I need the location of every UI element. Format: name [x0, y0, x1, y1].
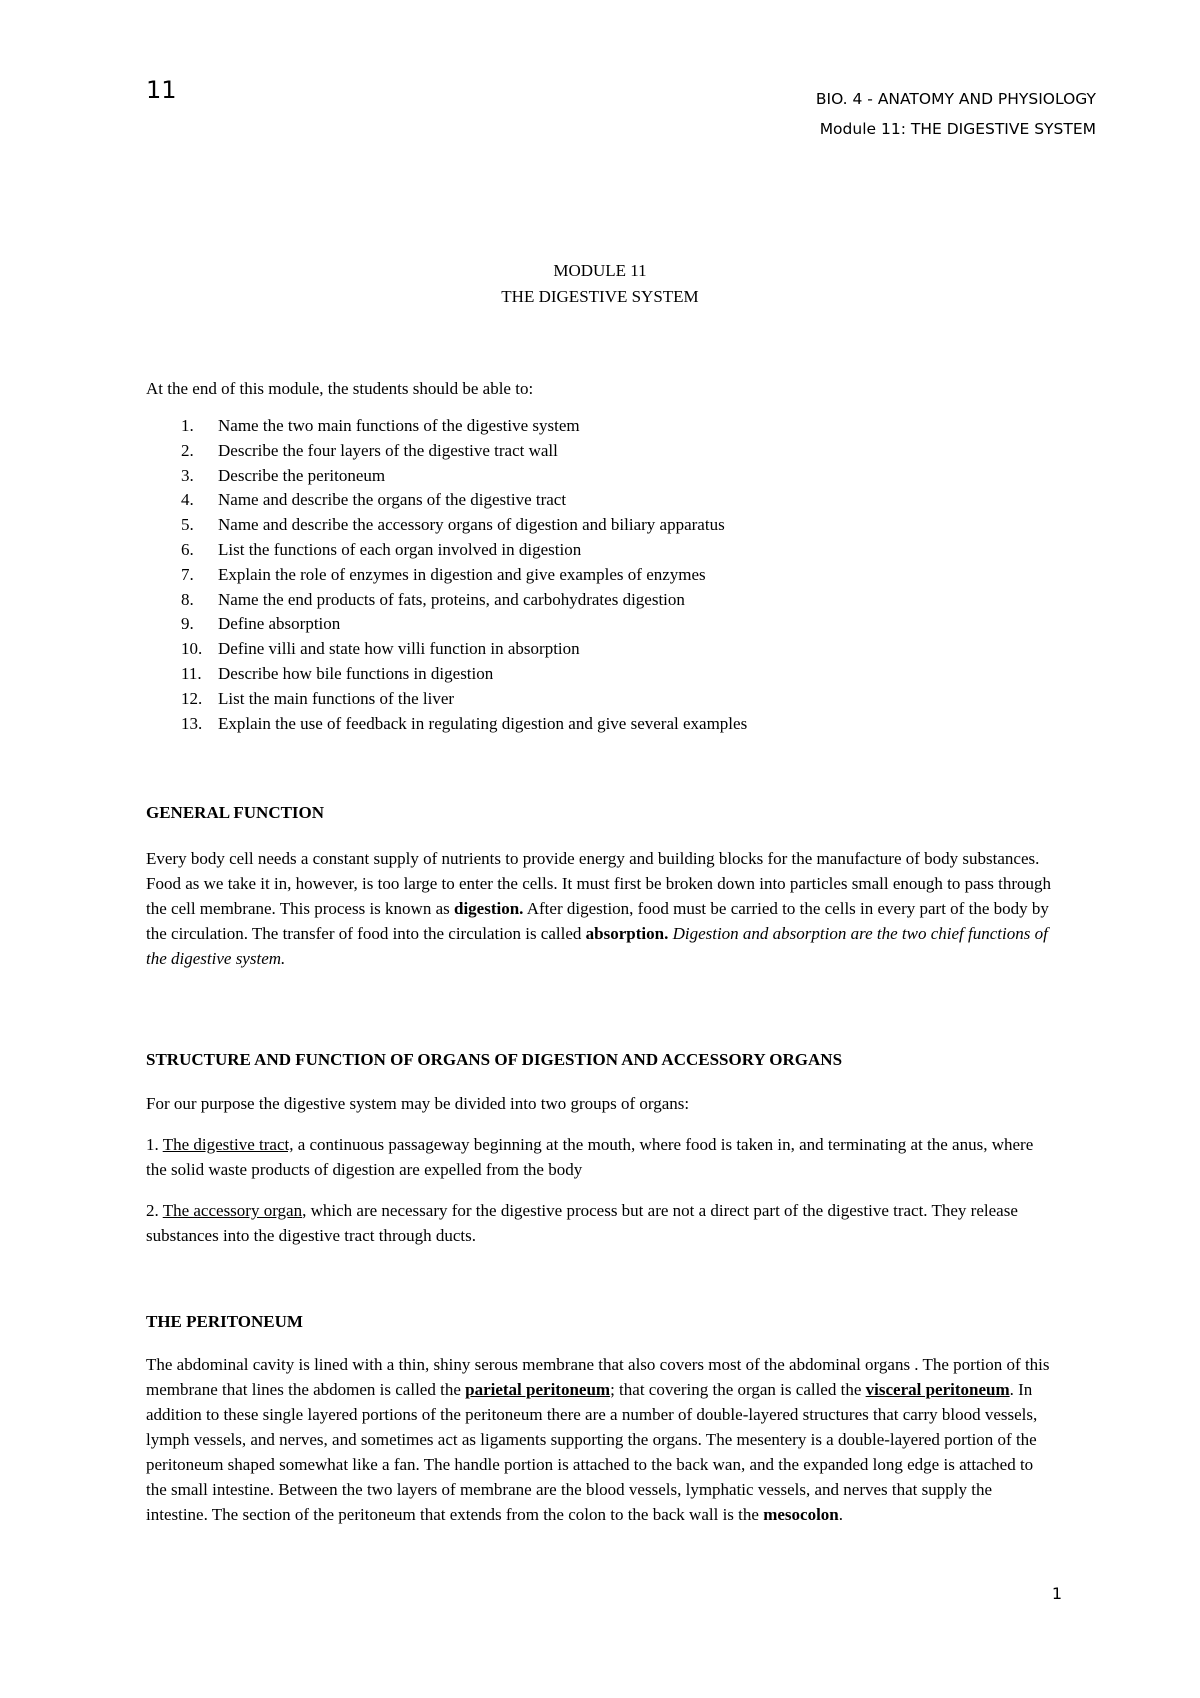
list-item [146, 637, 747, 662]
objectives-list [146, 414, 747, 736]
list-number: 2. [181, 440, 194, 460]
header-page-label: 11 [146, 76, 177, 104]
running-header [816, 84, 1096, 144]
list-text: List the main functions of the liver [218, 688, 455, 708]
list-number: 11. [181, 663, 202, 683]
list-number: 13. [181, 713, 203, 733]
list-item [146, 662, 747, 687]
list-item [146, 563, 747, 588]
list-text: Name and describe the organs of the digestive tract [218, 490, 567, 510]
list-item [146, 464, 747, 489]
term-parietal-peritoneum: parietal peritoneum [465, 1380, 611, 1399]
list-number: 4. [181, 490, 194, 510]
term-mesocolon: mesocolon [763, 1505, 839, 1524]
list-text: Explain the use of feedback in regulating digestion and give several examples [218, 713, 748, 733]
list-text: Describe the peritoneum [218, 465, 386, 485]
page-number: 1 [1051, 1584, 1062, 1603]
list-number: 8. [181, 589, 194, 609]
list-item [146, 712, 747, 737]
list-number: 1. [181, 416, 194, 435]
paragraph-text: Every body cell needs a constant supply of nutrients to provide energy and building blocks for the manufacture of body substances. Food as we take it in, however, is too large to enter the cells. It must first be broken down into particles small enough to pass through the cell membrane. This process is known as [146, 849, 1052, 918]
list-text: Describe the four layers of the digestive tract wall [218, 440, 558, 460]
document-title [0, 258, 1200, 310]
list-text: Define villi and state how villi function in absorption [218, 639, 580, 659]
paragraph-text: The abdominal cavity is lined with a thin, shiny serous membrane that also covers most of the abdominal organs . The portion of this membrane that lines the abdomen is called the [146, 1355, 1050, 1399]
list-number: 9. [181, 614, 194, 634]
term-digestion: digestion. [453, 899, 524, 918]
term-digestive-tract: The digestive tract, [162, 1135, 294, 1154]
list-text: Explain the role of enzymes in digestion and give examples of enzymes [218, 564, 706, 584]
list-number: 5. [181, 515, 194, 535]
emphasis-text: Digestion and absorption are the two chief functions of the digestive system. [146, 924, 1048, 968]
list-number: 10. [181, 639, 203, 659]
list-number: 6. [181, 539, 194, 559]
list-item [146, 488, 747, 513]
term-accessory-organ: The accessory organ [162, 1201, 303, 1220]
list-item [146, 538, 747, 563]
list-number: 2. [146, 1201, 163, 1220]
paragraph-text: . In addition to these single layered portions of the peritoneum there are a number of double-layered structures that carry blood vessels, lymph vessels, and nerves, and sometimes act as ligaments supporting the organs. The mesentery is a double-layered portion of the peritoneum shaped somewhat like a fan. The handle portion is attached to the back wan, and the expanded long edge is attached to the small intestine. Between the two layers of membrane are the blood vessels, lymphatic vessels, and nerves that supply the intestine. The section of the peritoneum that extends from the colon to the back wall is the [146, 1380, 1038, 1524]
list-text: Name the end products of fats, proteins, and carbohydrates digestion [218, 589, 685, 609]
list-item [146, 513, 747, 538]
paragraph-text: , which are necessary for the digestive process but are not a direct part of the digestive tract. They release substances into the digestive tract through ducts. [146, 1201, 1018, 1245]
section-heading-structure: STRUCTURE AND FUNCTION OF ORGANS OF DIGESTION AND ACCESSORY ORGANS [146, 1050, 843, 1069]
list-text: Describe how bile functions in digestion [218, 663, 494, 683]
list-item [146, 588, 747, 613]
title-line-2: THE DIGESTIVE SYSTEM [501, 287, 699, 306]
module-title: Module 11: THE DIGESTIVE SYSTEM [819, 120, 1096, 138]
title-line-1: MODULE 11 [553, 261, 647, 280]
term-absorption: absorption. [585, 924, 669, 943]
list-text: Define absorption [218, 614, 341, 634]
structure-intro: For our purpose the digestive system may be divided into two groups of organs: [146, 1094, 690, 1113]
objectives-intro: At the end of this module, the students should be able to: [146, 379, 534, 398]
list-number: 1. [146, 1135, 163, 1154]
peritoneum-paragraph [146, 1352, 1056, 1527]
paragraph-text: After digestion, food must be carried to the cells in every part of the body by the circulation. The transfer of food into the circulation is called [146, 899, 1049, 943]
paragraph-text: a continuous passageway beginning at the mouth, where food is taken in, and terminating at the anus, where the solid waste products of digestion are expelled from the body [146, 1135, 1034, 1179]
paragraph-text: . [838, 1505, 843, 1524]
paragraph-text: ; that covering the organ is called the [610, 1380, 866, 1399]
list-text: Name the two main functions of the digestive system [218, 416, 580, 435]
course-title: BIO. 4 - ANATOMY AND PHYSIOLOGY [815, 90, 1096, 108]
term-visceral-peritoneum: visceral peritoneum [865, 1380, 1010, 1399]
list-number: 7. [181, 564, 194, 584]
list-item [146, 612, 747, 637]
structure-item-2 [146, 1198, 1056, 1248]
list-text: Name and describe the accessory organs of digestion and biliary apparatus [218, 515, 725, 535]
list-item [146, 439, 747, 464]
section-heading-general-function: GENERAL FUNCTION [146, 803, 325, 822]
structure-item-1 [146, 1132, 1056, 1182]
list-number: 12. [181, 688, 203, 708]
section-heading-peritoneum: THE PERITONEUM [146, 1312, 303, 1331]
list-text: List the functions of each organ involved in digestion [218, 539, 582, 559]
list-item [146, 414, 747, 439]
list-number: 3. [181, 465, 194, 485]
list-item [146, 687, 747, 712]
general-function-paragraph [146, 846, 1056, 971]
